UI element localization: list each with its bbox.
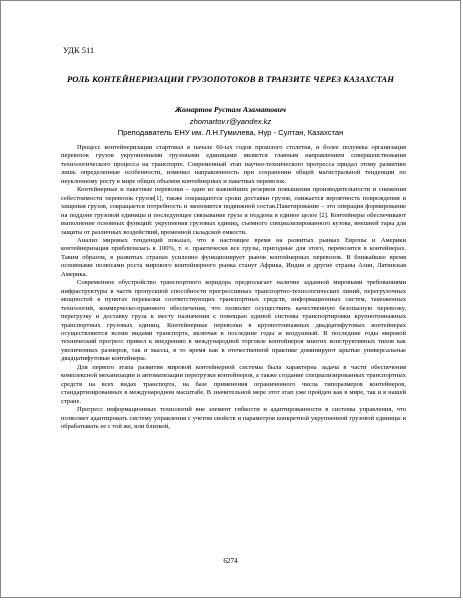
udk-code: УДК 511	[63, 45, 95, 55]
paragraph: Современное обустройство транспортного коридора предполагает наличие заданной мировыми требованиями инфраструктуры в части пропускной способности прогрессивных транспортно-технологических линий, перегрузочных мощностей в пунктах перевалки соответствующих транспортных средств, информационных систем, таможенных технологий, коммерческо-правового обеспечения, что позволит осуществить качественную безопасную перевозку, перегрузку и доставку груза к месту назначения с помощью единой системы транспортировки крупнотоннажных транспортных грузовых единиц. Контейнерные перевозки в крупнотоннажных двадцатифутовых контейнерах осуществляются всеми видами транспорта, включая в последние годы и воздушный. В последние годы мировой технический прогресс привел к внедрению в международной торговле контейнеров многих конструктивных типов как увеличенных размеров, так и массы, в то время как в отечественной практике доминируют крытые универсальные двадцатифутовые контейнеры.	[61, 279, 406, 363]
paragraph: Контейнерные и пакетные перевозки – один из важнейших резервов повышения производительности и снижения себестоимости перевозок грузов[1], также сокращаются сроки доставки грузов, снижается вероятность повреждения и хищения грузов, сокращается потребность и экономится подвижной состав.Пакетирование – это операция формирование на поддоне грузовой единицы и последующее связывание груза и поддона в единое целое [2]. Контейнеры обеспечивают выполнение основных функций: укрупнения грузовых единиц, съемного специализированного кузова, внешней тары для защиты от различных воздействий, временной складской емкости.	[61, 186, 406, 236]
author-affiliation: Преподаватель ЕНУ им. Л.Н.Гумилева, Нур - Султан, Казахстан	[117, 128, 344, 137]
paragraph: Процесс контейнеризации стартовал в начале 60-ых годов прошлого столетия, и более полувека организация перевозок грузов укрупненными грузовыми единицами является главным направлением совершенствования технологического процесса на транспорте. Современный этап научно-технического прогресса придал этому развитию лишь определенные особенности, изменил направленность при сохранении общей магистральной тенденции по неуклонному росту в мире общих объемов контейнерных и пакетных перевозок.	[61, 144, 406, 185]
article-body	[61, 144, 406, 431]
page-number: 6274	[223, 557, 238, 565]
article-title: РОЛЬ КОНТЕЙНЕРИЗАЦИИ ГРУЗОПОТОКОВ В ТРАНЗИТЕ ЧЕРЕЗ КАЗАХСТАН	[66, 74, 395, 84]
paragraph: Анализ мировых тенденций показал, что в настоящее время на развитых рынках Европы и Америки контейнеризация приблизилась к 100%, т. е. практически все грузы, пригодные для этого, перевозятся в контейнерах. Таким образом, в развитых странах усиленно функционирует рынок контейнерных перевозок. В ближайшее время основными полюсами роста мирового контейнерного рынка станут Африка, Индия и другие страны Азии, Латинская Америка.	[61, 236, 406, 278]
paragraph: Для первого этапа развития мировой контейнерной системы была характерна задача в части обеспечения комплексной механизации и автоматизации перегрузки контейнеров, а также создание специализированных транспортных средств на всех видах транспорта, на базе применения ограниченного числа типоразмеров контейнеров, стандартизированных в международном масштабе. В значительной мере этот этап уже пройден как в мире, так и в нашей стране.	[61, 363, 406, 405]
paragraph: Прогресс информационных технологий вне элемент гибкости и адаптированности в системы управления, что позволяет адаптировать систему управления с учетом свойств и параметров конкретной укрупненной грузовой единицы и обрабатывать ее с той же, или близкой,	[61, 406, 406, 430]
author-email: zhomartov.r@yandex.kz	[189, 117, 272, 126]
author-name: Жомартов Рустам Азаматович	[174, 105, 287, 114]
